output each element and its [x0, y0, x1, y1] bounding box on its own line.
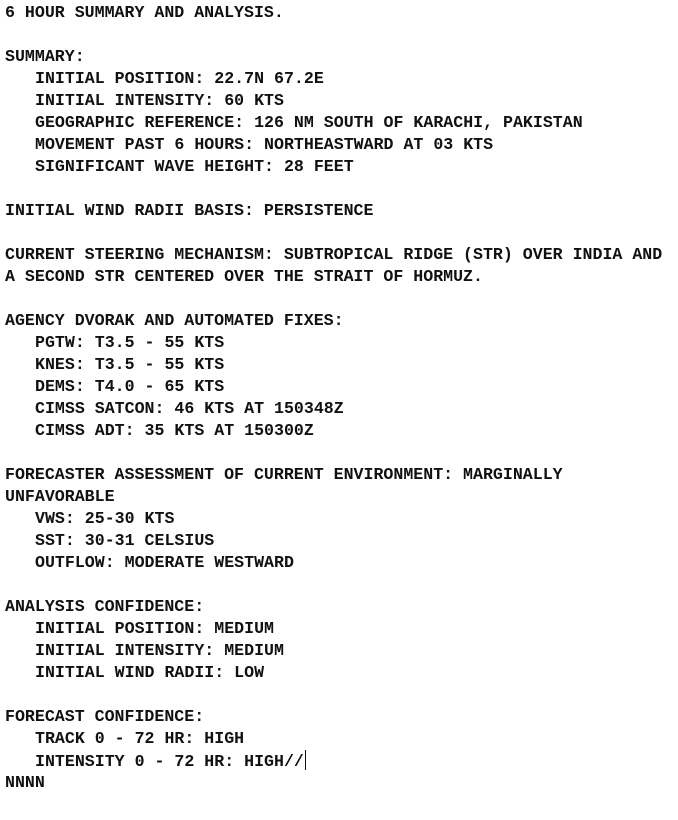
blank-line — [5, 442, 673, 464]
analysis-confidence-title: ANALYSIS CONFIDENCE: — [5, 597, 205, 616]
forecast-confidence-intensity-line — [5, 750, 673, 772]
forecast-confidence-title: FORECAST CONFIDENCE: — [5, 707, 205, 726]
document-heading: 6 HOUR SUMMARY AND ANALYSIS. — [5, 3, 284, 22]
analysis-confidence-wind-radii: INITIAL WIND RADII: LOW — [35, 663, 265, 682]
summary-wave-height: SIGNIFICANT WAVE HEIGHT: 28 FEET — [35, 157, 354, 176]
analysis-text-document — [5, 2, 673, 794]
blank-line — [5, 222, 673, 244]
blank-line — [5, 684, 673, 706]
wind-radii-basis: INITIAL WIND RADII BASIS: PERSISTENCE — [5, 201, 374, 220]
summary-geographic-reference: GEOGRAPHIC REFERENCE: 126 NM SOUTH OF KARACHI, PAKISTAN — [35, 113, 583, 132]
blank-line — [5, 288, 673, 310]
forecast-confidence-track: TRACK 0 - 72 HR: HIGH — [35, 729, 245, 748]
end-marker: NNNN — [5, 773, 45, 792]
analysis-confidence-position: INITIAL POSITION: MEDIUM — [35, 619, 274, 638]
forecast-confidence-intensity: INTENSITY 0 - 72 HR: HIGH// — [35, 752, 304, 771]
fixes-title: AGENCY DVORAK AND AUTOMATED FIXES: — [5, 311, 344, 330]
environment-title-line-2: UNFAVORABLE — [5, 487, 115, 506]
blank-line — [5, 574, 673, 596]
summary-movement: MOVEMENT PAST 6 HOURS: NORTHEASTWARD AT 03 KTS — [35, 135, 494, 154]
fix-dems: DEMS: T4.0 - 65 KTS — [35, 377, 225, 396]
blank-line — [5, 24, 673, 46]
fix-pgtw: PGTW: T3.5 - 55 KTS — [35, 333, 225, 352]
analysis-confidence-intensity: INITIAL INTENSITY: MEDIUM — [35, 641, 284, 660]
text-cursor — [305, 750, 306, 770]
fix-cimss-satcon: CIMSS SATCON: 46 KTS AT 150348Z — [35, 399, 344, 418]
blank-line — [5, 178, 673, 200]
steering-line-2: A SECOND STR CENTERED OVER THE STRAIT OF HORMUZ. — [5, 267, 483, 286]
environment-sst: SST: 30-31 CELSIUS — [35, 531, 215, 550]
summary-initial-intensity: INITIAL INTENSITY: 60 KTS — [35, 91, 284, 110]
summary-initial-position: INITIAL POSITION: 22.7N 67.2E — [35, 69, 324, 88]
environment-vws: VWS: 25-30 KTS — [35, 509, 175, 528]
summary-title: SUMMARY: — [5, 47, 85, 66]
steering-line-1: CURRENT STEERING MECHANISM: SUBTROPICAL RIDGE (STR) OVER INDIA AND — [5, 245, 663, 264]
fix-knes: KNES: T3.5 - 55 KTS — [35, 355, 225, 374]
environment-outflow: OUTFLOW: MODERATE WESTWARD — [35, 553, 294, 572]
fix-cimss-adt: CIMSS ADT: 35 KTS AT 150300Z — [35, 421, 314, 440]
environment-title-line-1: FORECASTER ASSESSMENT OF CURRENT ENVIRONMENT: MARGINALLY — [5, 465, 563, 484]
